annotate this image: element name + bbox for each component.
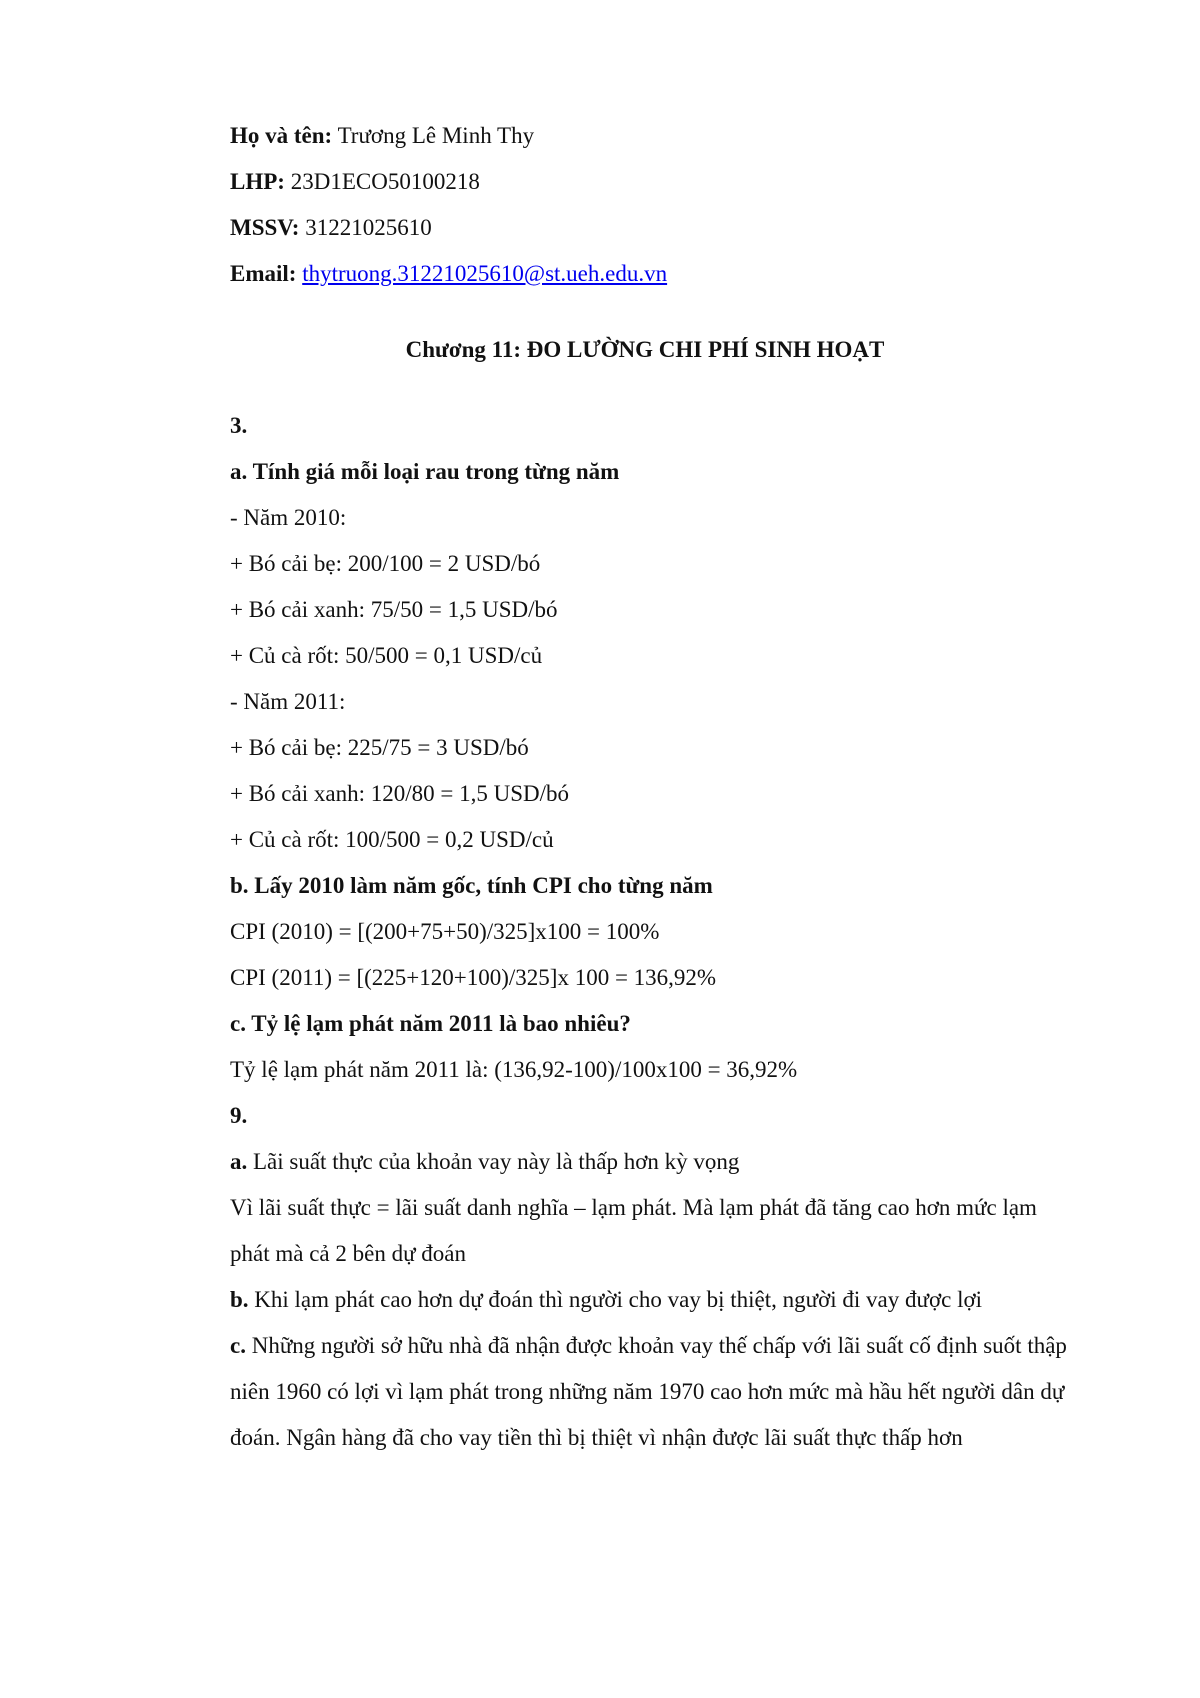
mssv-line xyxy=(230,205,1070,251)
cpi-2011-formula: CPI (2011) = [(225+120+100)/325]x 100 = 136,92% xyxy=(230,965,717,990)
spacer xyxy=(230,297,1070,327)
inflation-answer: Tỷ lệ lạm phát năm 2011 là: (136,92-100)/100x100 = 36,92% xyxy=(230,1057,798,1082)
spacer xyxy=(230,373,1070,403)
list-item: + Củ cà rốt: 100/500 = 0,2 USD/củ xyxy=(230,827,554,852)
chapter-title: Chương 11: ĐO LƯỜNG CHI PHÍ SINH HOẠT xyxy=(405,337,885,362)
list-item: + Bó cải bẹ: 225/75 = 3 USD/bó xyxy=(230,735,529,760)
student-name-line xyxy=(230,113,1070,159)
list-item: + Bó cải xanh: 75/50 = 1,5 USD/bó xyxy=(230,597,558,622)
list-item: + Bó cải xanh: 120/80 = 1,5 USD/bó xyxy=(230,781,569,806)
lhp-label: LHP: xyxy=(230,169,285,194)
document-content xyxy=(230,113,1070,1461)
question-9a-line xyxy=(230,1139,1070,1185)
list-item: + Củ cà rốt: 50/500 = 0,1 USD/củ xyxy=(230,643,543,668)
question-3-number: 3. xyxy=(230,413,248,438)
question-9a-text: Lãi suất thực của khoản vay này là thấp hơn kỳ vọng xyxy=(247,1149,740,1174)
email-label: Email: xyxy=(230,261,297,286)
question-9a-label: a. xyxy=(230,1149,248,1174)
question-3c-heading: c. Tỷ lệ lạm phát năm 2011 là bao nhiêu? xyxy=(230,1011,631,1036)
year-2010-label: - Năm 2010: xyxy=(230,505,347,530)
cpi-2010-formula: CPI (2010) = [(200+75+50)/325]x100 = 100% xyxy=(230,919,660,944)
lhp-value: 23D1ECO50100218 xyxy=(290,169,480,194)
list-item: + Bó cải bẹ: 200/100 = 2 USD/bó xyxy=(230,551,541,576)
question-9b-text: Khi lạm phát cao hơn dự đoán thì người cho vay bị thiệt, người đi vay được lợi xyxy=(248,1287,983,1312)
mssv-value: 31221025610 xyxy=(305,215,432,240)
student-name-label: Họ và tên: xyxy=(230,123,333,148)
mssv-label: MSSV: xyxy=(230,215,300,240)
question-9c-text: Những người sở hữu nhà đã nhận được khoản vay thế chấp với lãi suất cố định suốt thập niên 1960 có lợi vì lạm phát trong những năm 1970 cao hơn mức mà hầu hết người dân dự đoán. Ngân hàng đã cho vay tiền thì bị thiệt vì nhận được lãi suất thực thấp hơn xyxy=(230,1333,1067,1450)
student-name-value: Trương Lê Minh Thy xyxy=(337,123,535,148)
question-3a-heading: a. Tính giá mỗi loại rau trong từng năm xyxy=(230,459,620,484)
question-9b-label: b. xyxy=(230,1287,249,1312)
question-3b-heading: b. Lấy 2010 làm năm gốc, tính CPI cho từng năm xyxy=(230,873,713,898)
question-9c-paragraph xyxy=(230,1323,1070,1461)
email-line xyxy=(230,251,1070,297)
email-link[interactable]: thytruong.31221025610@st.ueh.edu.vn xyxy=(302,261,668,286)
question-9a-explanation: Vì lãi suất thực = lãi suất danh nghĩa – lạm phát. Mà lạm phát đã tăng cao hơn mức lạm phát mà cả 2 bên dự đoán xyxy=(230,1195,1037,1266)
question-9-number: 9. xyxy=(230,1103,248,1128)
question-9b-paragraph xyxy=(230,1277,1070,1323)
year-2011-label: - Năm 2011: xyxy=(230,689,346,714)
lhp-line xyxy=(230,159,1070,205)
question-9c-label: c. xyxy=(230,1333,246,1358)
